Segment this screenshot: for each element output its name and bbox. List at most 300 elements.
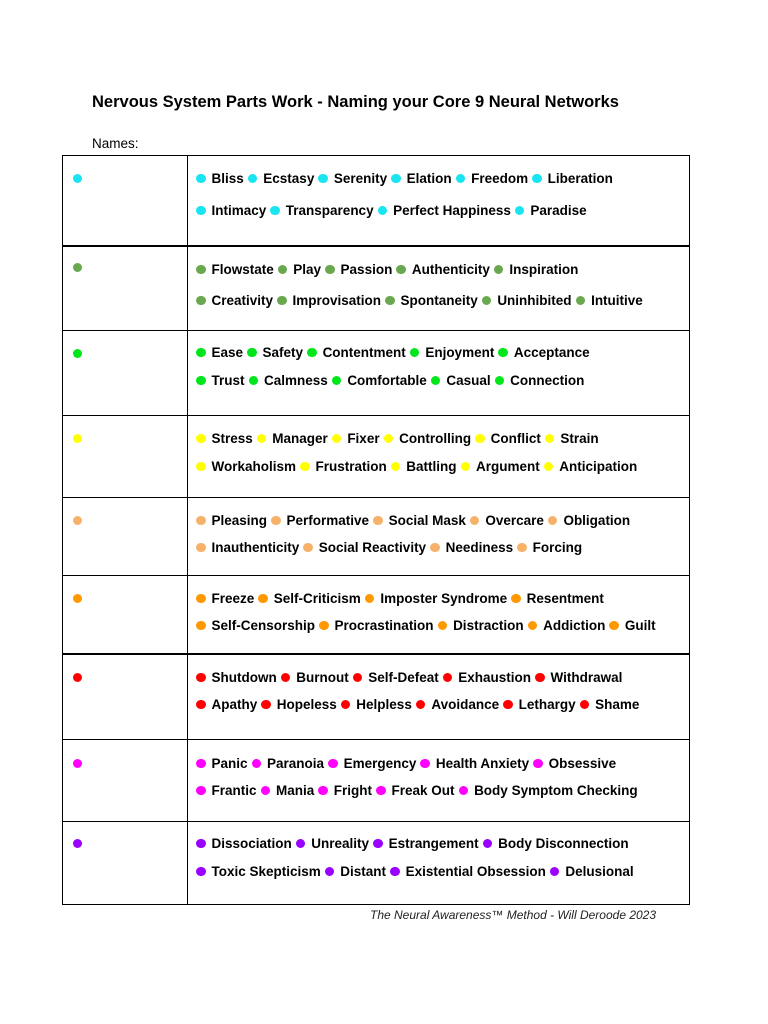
bullet-dot-icon (390, 867, 400, 877)
network-word (196, 345, 243, 361)
bullet-dot-icon (258, 594, 268, 604)
word-label: Conflict (490, 431, 541, 446)
network-word (390, 864, 546, 880)
network-word (461, 459, 540, 475)
network-word (515, 203, 587, 219)
bullet-dot-icon (196, 174, 206, 184)
row-divider (63, 739, 689, 740)
network-color-dot (73, 839, 82, 848)
network-words-line (196, 697, 643, 713)
network-word (373, 513, 466, 529)
network-word (365, 591, 507, 607)
word-label: Procrastination (334, 618, 434, 633)
word-label: Acceptance (513, 345, 590, 360)
word-label: Emergency (343, 756, 417, 771)
bullet-dot-icon (196, 759, 206, 769)
bullet-dot-icon (365, 594, 375, 604)
bullet-dot-icon (544, 462, 554, 472)
bullet-dot-icon (278, 265, 288, 275)
bullet-dot-icon (515, 206, 525, 216)
word-label: Trust (211, 373, 245, 388)
row-divider (63, 497, 689, 498)
word-label: Play (293, 262, 322, 277)
word-label: Casual (446, 373, 491, 388)
network-word (328, 756, 416, 772)
network-word (270, 203, 373, 219)
bullet-dot-icon (196, 839, 206, 849)
row-divider (63, 653, 689, 655)
network-word (196, 203, 266, 219)
word-label: Resentment (526, 591, 604, 606)
network-word (533, 756, 616, 772)
bullet-dot-icon (277, 296, 287, 306)
bullet-dot-icon (196, 621, 206, 631)
network-word (196, 459, 296, 475)
footer-credit: The Neural Awareness™ Method - Will Deroode 2023 (370, 908, 657, 922)
network-words-line (196, 459, 641, 475)
word-label: Comfortable (347, 373, 427, 388)
bullet-dot-icon (535, 673, 545, 683)
word-label: Social Reactivity (318, 540, 427, 555)
network-word (196, 836, 292, 852)
bullet-dot-icon (303, 543, 313, 553)
bullet-dot-icon (332, 434, 342, 444)
word-label: Body Symptom Checking (474, 783, 638, 798)
bullet-dot-icon (443, 673, 453, 683)
network-word (249, 373, 328, 389)
network-word (300, 459, 387, 475)
network-word (303, 540, 426, 556)
network-words-line (196, 345, 594, 361)
bullet-dot-icon (270, 206, 280, 216)
bullet-dot-icon (248, 174, 258, 184)
column-divider (187, 156, 188, 904)
network-words-line (196, 373, 588, 389)
network-word (196, 540, 299, 556)
bullet-dot-icon (609, 621, 619, 631)
network-word (420, 756, 529, 772)
network-word (550, 864, 634, 880)
row-divider (63, 245, 689, 247)
bullet-dot-icon (384, 434, 394, 444)
network-word (196, 697, 257, 713)
word-label: Avoidance (431, 697, 500, 712)
network-word (528, 618, 606, 634)
bullet-dot-icon (373, 516, 383, 526)
network-word (532, 171, 613, 187)
bullet-dot-icon (261, 786, 271, 796)
bullet-dot-icon (548, 516, 558, 526)
word-label: Self-Censorship (211, 618, 316, 633)
network-word (353, 670, 439, 686)
word-label: Freak Out (391, 783, 455, 798)
network-word (296, 836, 369, 852)
word-label: Frustration (315, 459, 387, 474)
word-label: Toxic Skepticism (211, 864, 321, 879)
bullet-dot-icon (271, 516, 281, 526)
bullet-dot-icon (483, 839, 493, 849)
bullet-dot-icon (196, 265, 206, 275)
bullet-dot-icon (420, 759, 430, 769)
networks-table (62, 155, 690, 905)
network-word (261, 697, 337, 713)
bullet-dot-icon (391, 462, 401, 472)
network-word (325, 864, 386, 880)
word-label: Performative (286, 513, 370, 528)
bullet-dot-icon (373, 839, 383, 849)
word-label: Strain (560, 431, 599, 446)
word-label: Shutdown (211, 670, 277, 685)
word-label: Obligation (563, 513, 631, 528)
row-divider (63, 415, 689, 416)
network-word (332, 431, 380, 447)
network-word (431, 373, 491, 389)
network-words-line (196, 618, 660, 634)
bullet-dot-icon (396, 265, 406, 275)
network-words-line (196, 864, 638, 880)
bullet-dot-icon (196, 462, 206, 472)
word-label: Dissociation (211, 836, 292, 851)
word-label: Existential Obsession (405, 864, 546, 879)
bullet-dot-icon (416, 700, 426, 710)
word-label: Intuitive (591, 293, 643, 308)
word-label: Uninhibited (497, 293, 572, 308)
network-word (544, 459, 638, 475)
word-label: Delusional (565, 864, 634, 879)
word-label: Pleasing (211, 513, 268, 528)
bullet-dot-icon (318, 174, 328, 184)
network-word (196, 262, 274, 278)
row-divider (63, 575, 689, 576)
network-word (391, 171, 452, 187)
word-label: Passion (340, 262, 393, 277)
bullet-dot-icon (296, 839, 306, 849)
network-word (483, 836, 629, 852)
bullet-dot-icon (533, 759, 543, 769)
network-words-line (196, 783, 642, 799)
bullet-dot-icon (196, 516, 206, 526)
bullet-dot-icon (376, 786, 386, 796)
network-word (456, 171, 529, 187)
bullet-dot-icon (196, 296, 206, 306)
network-word (196, 293, 273, 309)
network-word (307, 345, 406, 361)
word-label: Improvisation (292, 293, 382, 308)
word-label: Safety (262, 345, 304, 360)
network-word (495, 373, 585, 389)
word-label: Controlling (399, 431, 472, 446)
bullet-dot-icon (196, 348, 206, 358)
word-label: Distraction (453, 618, 524, 633)
network-word (196, 513, 267, 529)
network-word (318, 171, 387, 187)
word-label: Ease (211, 345, 244, 360)
bullet-dot-icon (196, 543, 206, 553)
word-label: Withdrawal (550, 670, 623, 685)
word-label: Liberation (547, 171, 613, 186)
word-label: Burnout (296, 670, 349, 685)
names-label: Names: (92, 136, 139, 151)
page-title: Nervous System Parts Work - Naming your Core 9 Neural Networks (92, 93, 619, 111)
word-label: Paranoia (267, 756, 325, 771)
network-word (494, 262, 579, 278)
network-word (278, 262, 321, 278)
bullet-dot-icon (580, 700, 590, 710)
word-label: Unreality (311, 836, 370, 851)
word-label: Intimacy (211, 203, 267, 218)
network-word (459, 783, 638, 799)
bullet-dot-icon (431, 376, 441, 386)
word-label: Overcare (485, 513, 544, 528)
bullet-dot-icon (252, 759, 262, 769)
word-label: Estrangement (388, 836, 479, 851)
bullet-dot-icon (257, 434, 267, 444)
network-word (545, 431, 599, 447)
network-words-line (196, 670, 626, 686)
bullet-dot-icon (550, 867, 560, 877)
network-word (196, 783, 257, 799)
bullet-dot-icon (517, 543, 527, 553)
word-label: Anticipation (559, 459, 638, 474)
bullet-dot-icon (196, 594, 206, 604)
network-word (482, 293, 572, 309)
bullet-dot-icon (385, 296, 395, 306)
row-divider (63, 821, 689, 822)
network-words-line (196, 431, 603, 447)
word-label: Guilt (624, 618, 656, 633)
network-word (443, 670, 531, 686)
network-word (580, 697, 640, 713)
network-color-dot (73, 434, 82, 443)
network-word (548, 513, 630, 529)
word-label: Addiction (543, 618, 606, 633)
bullet-dot-icon (495, 376, 505, 386)
network-word (438, 618, 524, 634)
bullet-dot-icon (249, 376, 259, 386)
network-word (378, 203, 511, 219)
network-word (498, 345, 589, 361)
word-label: Hopeless (276, 697, 337, 712)
network-words-line (196, 293, 647, 309)
network-word (384, 431, 471, 447)
bullet-dot-icon (378, 206, 388, 216)
network-word (247, 345, 303, 361)
network-words-line (196, 591, 608, 607)
word-label: Creativity (211, 293, 274, 308)
word-label: Perfect Happiness (393, 203, 511, 218)
network-word (277, 293, 381, 309)
network-word (517, 540, 582, 556)
bullet-dot-icon (319, 621, 329, 631)
word-label: Obsessive (548, 756, 617, 771)
bullet-dot-icon (430, 543, 440, 553)
bullet-dot-icon (475, 434, 485, 444)
bullet-dot-icon (461, 462, 471, 472)
bullet-dot-icon (281, 673, 291, 683)
network-word (385, 293, 478, 309)
word-label: Freeze (211, 591, 255, 606)
word-label: Transparency (285, 203, 374, 218)
bullet-dot-icon (532, 174, 542, 184)
network-word (430, 540, 513, 556)
network-word (576, 293, 643, 309)
network-word (319, 618, 434, 634)
bullet-dot-icon (353, 673, 363, 683)
word-label: Lethargy (518, 697, 576, 712)
network-word (252, 756, 325, 772)
network-word (196, 373, 245, 389)
word-label: Exhaustion (458, 670, 532, 685)
bullet-dot-icon (498, 348, 508, 358)
network-color-dot (73, 263, 82, 272)
word-label: Self-Criticism (273, 591, 361, 606)
bullet-dot-icon (300, 462, 310, 472)
network-word (332, 373, 427, 389)
bullet-dot-icon (482, 296, 492, 306)
bullet-dot-icon (576, 296, 586, 306)
bullet-dot-icon (325, 867, 335, 877)
bullet-dot-icon (341, 700, 351, 710)
network-color-dot (73, 349, 82, 358)
network-word (341, 697, 412, 713)
network-color-dot (73, 516, 82, 525)
network-color-dot (73, 759, 82, 768)
word-label: Ecstasy (263, 171, 315, 186)
bullet-dot-icon (196, 786, 206, 796)
bullet-dot-icon (307, 348, 317, 358)
network-word (271, 513, 369, 529)
bullet-dot-icon (470, 516, 480, 526)
word-label: Enjoyment (425, 345, 495, 360)
network-word (470, 513, 544, 529)
network-color-dot (73, 174, 82, 183)
word-label: Imposter Syndrome (380, 591, 508, 606)
word-label: Serenity (333, 171, 388, 186)
word-label: Shame (595, 697, 640, 712)
word-label: Panic (211, 756, 248, 771)
bullet-dot-icon (325, 265, 335, 275)
network-word (503, 697, 576, 713)
bullet-dot-icon (196, 434, 206, 444)
network-word (396, 262, 490, 278)
word-label: Distant (340, 864, 387, 879)
bullet-dot-icon (391, 174, 401, 184)
network-words-line (196, 203, 591, 219)
word-label: Forcing (532, 540, 583, 555)
word-label: Mania (276, 783, 315, 798)
network-word (416, 697, 499, 713)
network-word (248, 171, 315, 187)
word-label: Argument (476, 459, 540, 474)
network-words-line (196, 171, 617, 187)
network-word (376, 783, 455, 799)
bullet-dot-icon (528, 621, 538, 631)
network-words-line (196, 836, 633, 852)
network-word (318, 783, 372, 799)
network-color-dot (73, 594, 82, 603)
network-word (511, 591, 604, 607)
row-divider (63, 330, 689, 331)
network-word (373, 836, 479, 852)
network-word (196, 171, 244, 187)
word-label: Inauthenticity (211, 540, 300, 555)
word-label: Connection (510, 373, 585, 388)
word-label: Spontaneity (400, 293, 478, 308)
network-word (196, 618, 315, 634)
network-word (258, 591, 361, 607)
word-label: Workaholism (211, 459, 297, 474)
network-word (410, 345, 495, 361)
word-label: Battling (406, 459, 457, 474)
network-word (475, 431, 541, 447)
word-label: Body Disconnection (498, 836, 629, 851)
bullet-dot-icon (494, 265, 504, 275)
word-label: Social Mask (388, 513, 466, 528)
word-label: Contentment (322, 345, 406, 360)
network-word (257, 431, 328, 447)
word-label: Paradise (530, 203, 587, 218)
word-label: Inspiration (509, 262, 579, 277)
network-word (196, 864, 321, 880)
word-label: Neediness (445, 540, 514, 555)
bullet-dot-icon (328, 759, 338, 769)
word-label: Stress (211, 431, 253, 446)
word-label: Freedom (471, 171, 529, 186)
word-label: Manager (272, 431, 328, 446)
word-label: Fixer (347, 431, 380, 446)
bullet-dot-icon (545, 434, 555, 444)
bullet-dot-icon (196, 867, 206, 877)
word-label: Flowstate (211, 262, 274, 277)
network-word (196, 591, 254, 607)
word-label: Calmness (264, 373, 328, 388)
bullet-dot-icon (318, 786, 328, 796)
word-label: Bliss (211, 171, 244, 186)
network-word (196, 431, 253, 447)
network-word (281, 670, 349, 686)
bullet-dot-icon (196, 673, 206, 683)
bullet-dot-icon (511, 594, 521, 604)
word-label: Frantic (211, 783, 257, 798)
bullet-dot-icon (196, 700, 206, 710)
bullet-dot-icon (410, 348, 420, 358)
network-word (261, 783, 315, 799)
network-word (196, 670, 277, 686)
network-word (535, 670, 622, 686)
network-color-dot (73, 673, 82, 682)
word-label: Apathy (211, 697, 258, 712)
network-words-line (196, 756, 620, 772)
bullet-dot-icon (196, 376, 206, 386)
bullet-dot-icon (459, 786, 469, 796)
bullet-dot-icon (261, 700, 271, 710)
word-label: Elation (406, 171, 452, 186)
network-words-line (196, 262, 582, 278)
word-label: Health Anxiety (435, 756, 530, 771)
bullet-dot-icon (456, 174, 466, 184)
bullet-dot-icon (332, 376, 342, 386)
network-word (609, 618, 655, 634)
bullet-dot-icon (247, 348, 257, 358)
network-word (196, 756, 248, 772)
bullet-dot-icon (196, 206, 206, 216)
word-label: Self-Defeat (368, 670, 439, 685)
word-label: Fright (333, 783, 373, 798)
word-label: Helpless (356, 697, 412, 712)
network-words-line (196, 513, 634, 529)
network-word (325, 262, 392, 278)
bullet-dot-icon (503, 700, 513, 710)
